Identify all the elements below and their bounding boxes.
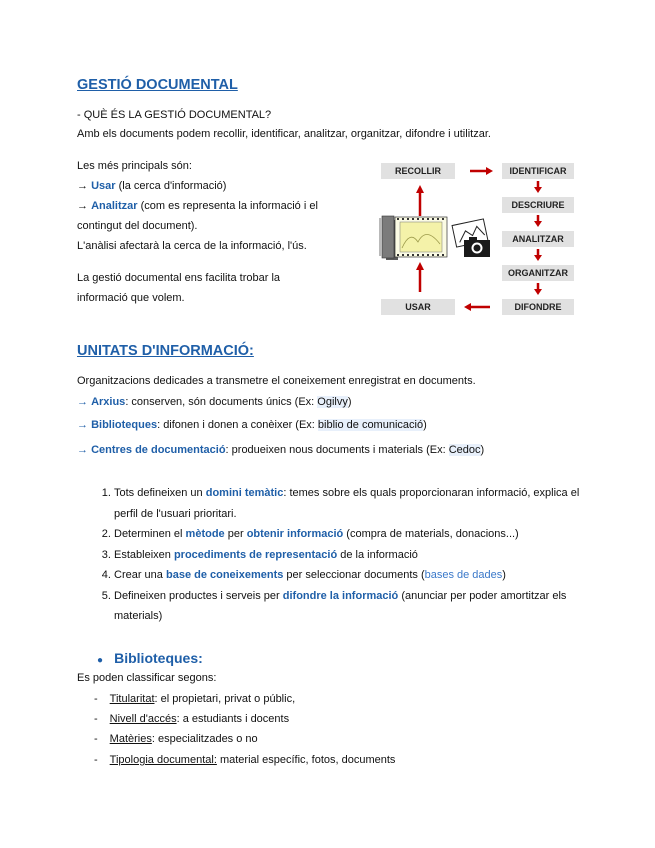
principals-analitzar: [77, 200, 318, 212]
analisi-text: L'anàlisi afectarà la cerca de la informació, l'ús.: [77, 240, 307, 252]
unitat-biblioteques: [77, 419, 427, 431]
classify-lead: Es poden classificar segons:: [77, 672, 217, 684]
usar-term: Usar: [91, 180, 116, 192]
analitzar-desc-cont: contingut del document).: [77, 220, 198, 232]
box-organitzar: ORGANITZAR: [502, 265, 574, 281]
intro-question: - QUÈ ÉS LA GESTIÓ DOCUMENTAL?: [77, 109, 272, 121]
box-recollir: RECOLLIR: [381, 163, 455, 179]
list-item: 1. Tots defineixen un domini temàtic: temes sobre els quals proporcionaran informació, explica el perfil de l'usuari prioritari.: [114, 483, 584, 524]
paren: ): [480, 444, 485, 456]
box-descriure: DESCRIURE: [502, 197, 574, 213]
arxius-term: Arxius: [91, 396, 126, 408]
box-difondre: DIFONDRE: [502, 299, 574, 315]
facilita-line2: informació que volem.: [77, 292, 185, 304]
biblioteques-example: biblio de comunicació: [317, 419, 424, 431]
arrow: →: [77, 200, 88, 212]
arrow: →: [77, 419, 88, 431]
film-strip-icon: [395, 217, 447, 257]
box-usar: USAR: [381, 299, 455, 315]
arxius-desc: : conserven, són documents únics (Ex:: [125, 396, 318, 408]
unitat-arxius: [77, 396, 352, 408]
biblioteques-term: Biblioteques: [91, 419, 158, 431]
list-item: 2. Determinen el mètode per obtenir informació (compra de materials, donacions...): [114, 524, 584, 545]
list-item: - Tipologia documental: material específic, fotos, documents: [94, 754, 396, 766]
centres-example: Cedoc: [448, 444, 481, 456]
list-item: - Titularitat: el propietari, privat o públic,: [94, 693, 296, 705]
usar-desc: (la cerca d'informació): [115, 180, 227, 192]
paren: ): [347, 396, 352, 408]
document-lifecycle-diagram: [378, 158, 578, 320]
arrow: →: [77, 444, 88, 456]
box-analitzar: ANALITZAR: [502, 231, 574, 247]
arrow: →: [77, 180, 88, 192]
bullet-icon: ●: [97, 655, 104, 666]
biblioteques-heading-text: Biblioteques:: [114, 650, 203, 666]
arrow-down-icon: [534, 255, 542, 261]
list-item: 3. Estableixen procediments de representació de la informació: [114, 545, 584, 566]
analitzar-desc: (com es representa la informació i el: [137, 200, 318, 212]
arrowhead-icon: [486, 167, 493, 175]
diagram-arrows: [378, 158, 578, 320]
analitzar-term: Analitzar: [91, 200, 138, 212]
list-item: - Matèries: especialitzades o no: [94, 733, 258, 745]
box-identificar: IDENTIFICAR: [502, 163, 574, 179]
centres-term: Centres de documentació: [91, 444, 226, 456]
biblioteques-desc: : difonen i donen a conèixer (Ex:: [157, 419, 318, 431]
principals-usar: [77, 180, 226, 192]
paren: ): [423, 419, 427, 431]
centres-desc: : produeixen nous documents i materials (Ex:: [225, 444, 449, 456]
intro-sentence: Amb els documents podem recollir, identificar, analitzar, organitzar, difondre i utilitzar.: [77, 128, 491, 140]
unitat-centres: [77, 444, 484, 456]
list-item: 5. Defineixen productes i serveis per difondre la informació (anunciar per poder amortitzar els materials): [114, 586, 584, 627]
arrow-down-icon: [534, 187, 542, 193]
principals-lead: Les més principals són:: [77, 160, 192, 172]
characteristics-list: [92, 483, 584, 627]
unitats-definition: Organitzacions dedicades a transmetre el coneixement enregistrat en documents.: [77, 375, 476, 387]
list-item: - Nivell d'accés: a estudiants i docents: [94, 713, 290, 725]
unitats-heading: UNITATS D'INFORMACIÓ:: [77, 343, 254, 359]
photo-camera-icon: [452, 219, 490, 257]
facilita-line1: La gestió documental ens facilita trobar la: [77, 272, 281, 284]
arrow-down-icon: [534, 289, 542, 295]
page-title: GESTIÓ DOCUMENTAL: [77, 77, 238, 93]
biblioteques-heading: [97, 650, 203, 666]
arxius-example: Ogilvy: [317, 396, 348, 408]
arrow: →: [77, 396, 88, 408]
arrow-down-icon: [534, 221, 542, 227]
list-item: 4. Crear una base de coneixements per seleccionar documents (bases de dades): [114, 565, 584, 586]
